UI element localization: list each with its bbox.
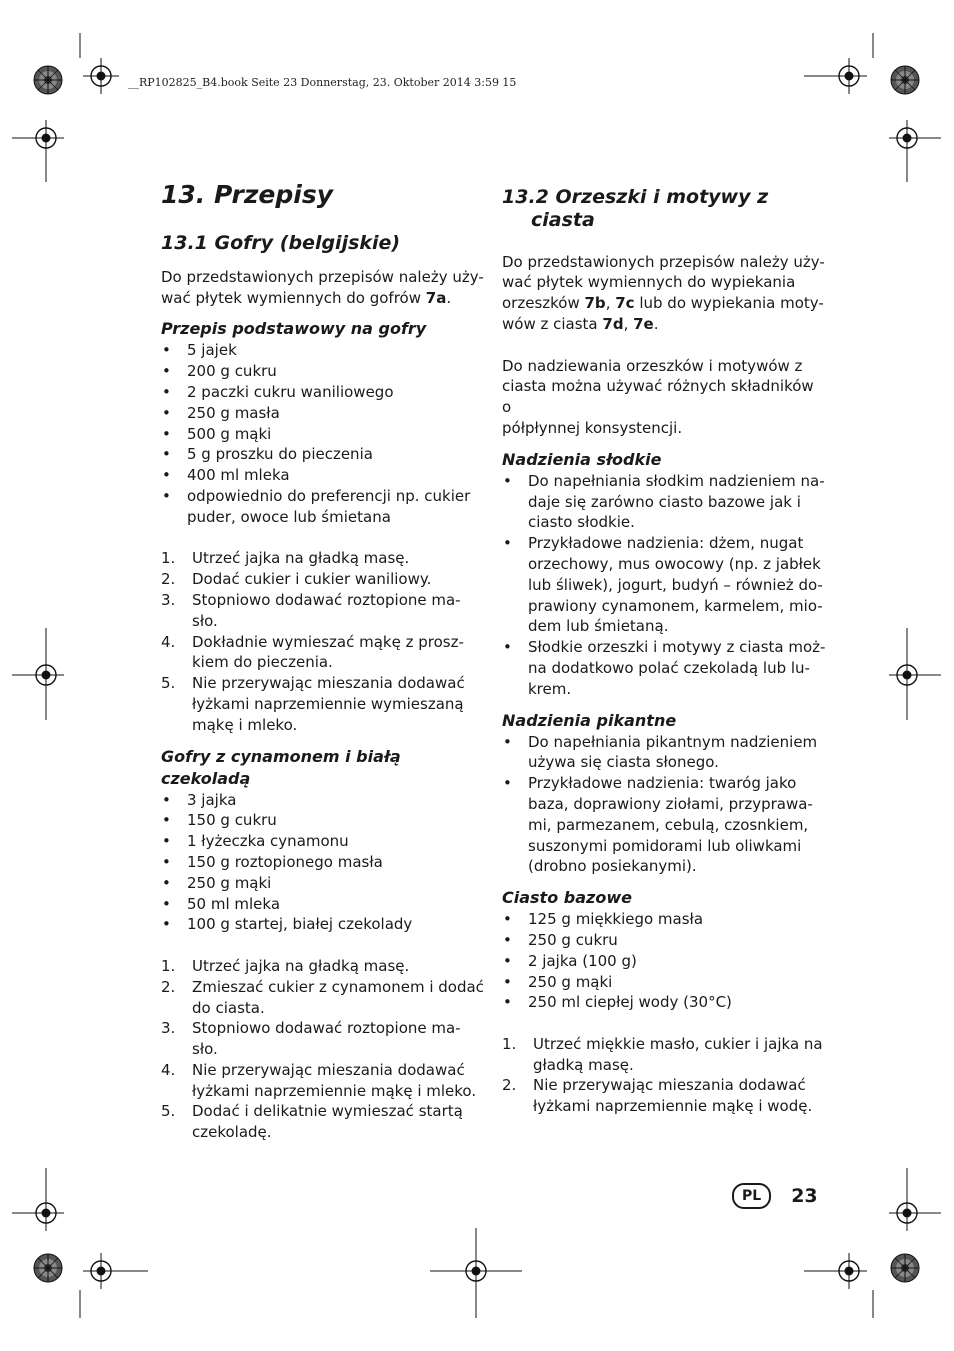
page-footer (732, 1183, 818, 1209)
list-item: • Przykładowe nadzienia: dżem, nugat orzechowy, mus owocowy (np. z jabłek lub śliwek), jogurt, budyń – również do- prawiony cynamonem, karmelem, mio- dem lub śmietaną. (502, 533, 826, 637)
basic-steps-list (161, 548, 485, 735)
list-item: • 3 jajka (161, 790, 485, 811)
plate-ref-7e: 7e (633, 314, 654, 333)
step-item: 2. Nie przerywając mieszania dodawać łyżkami naprzemiennie mąkę i wodę. (502, 1076, 813, 1116)
list-item: • 150 g roztopionego masła (161, 852, 485, 873)
step-item: 5. Dodać i delikatnie wymieszać startą czekoladę. (161, 1102, 463, 1142)
list-item: • 200 g cukru (161, 361, 485, 382)
step-item: 1. Utrzeć jajka na gładką masę. (161, 549, 410, 568)
list-item: • 400 ml mleka (161, 465, 485, 486)
list-item: • 250 g mąki (502, 972, 826, 993)
fillings-para-line-2: ciasta można używać różnych składników o (502, 377, 814, 417)
list-item: • Słodkie orzeszki i motywy z ciasta moż- na dodatkowo polać czekoladą lub lu- krem. (502, 637, 826, 699)
list-item: • 125 g miękkiego masła (502, 909, 826, 930)
list-item: • 250 g mąki (161, 873, 485, 894)
cinnamon-recipe-heading: Gofry z cynamonem i białą czekoladą (161, 746, 401, 788)
step-item: 5. Nie przerywając mieszania dodawać łyżkami naprzemiennie wymieszaną mąkę i mleko. (161, 674, 465, 734)
step-item: 4. Dokładnie wymieszać mąkę z prosz- kiem do pieczenia. (161, 632, 464, 672)
sweet-fillings-heading: Nadzienia słodkie (502, 449, 662, 469)
step-item: 2. Dodać cukier i cukier waniliowy. (161, 570, 432, 589)
cinnamon-steps-list (161, 956, 485, 1143)
basic-recipe-heading: Przepis podstawowy na gofry (161, 319, 427, 339)
list-item: • odpowiednio do preferencji np. cukier puder, owoce lub śmietana (161, 486, 485, 528)
print-info-header: __RP102825_B4.book Seite 23 Donnerstag, 23. Oktober 2014 3:59 15 (128, 76, 517, 89)
sweet-fillings-list (502, 471, 826, 700)
step-item: 1. Utrzeć jajka na gładką masę. (161, 956, 410, 975)
list-item: • 500 g mąki (161, 424, 485, 445)
plate-ref-7a: 7a (425, 288, 447, 307)
list-item: • 5 jajek (161, 340, 485, 361)
savory-fillings-list (502, 732, 826, 878)
step-item: 2. Zmieszać cukier z cynamonem i dodać do ciasta. (161, 977, 484, 1017)
base-steps-list (502, 1034, 826, 1117)
list-item: • Przykładowe nadzienia: twaróg jako baza, doprawiony ziołami, przyprawa- mi, parmezanem, cebulą, czosnkiem, suszonymi pomidorami lub oliwkami (drobno posiekanymi). (502, 773, 826, 877)
section-heading-nuts: 13.2 Orzeszki i motywy z ciasta (502, 186, 769, 231)
list-item: • 250 ml ciepłej wody (30°C) (502, 992, 826, 1013)
right-column (502, 186, 826, 1117)
step-item: 3. Stopniowo dodawać roztopione ma- sło. (161, 1019, 461, 1059)
fillings-para-line-1: Do nadziewania orzeszków i motywów z (502, 356, 803, 375)
savory-fillings-heading: Nadzienia pikantne (502, 710, 677, 730)
section-heading-waffles: 13.1 Gofry (belgijskie) (161, 232, 401, 254)
list-item: • 50 ml mleka (161, 894, 485, 915)
step-item: 4. Nie przerywając mieszania dodawać łyżkami naprzemiennie mąkę i mleko. (161, 1060, 477, 1100)
page-number: 23 (791, 1185, 818, 1207)
list-item: • 2 paczki cukru waniliowego (161, 382, 485, 403)
basic-ingredients-list (161, 340, 485, 527)
plate-ref-7d: 7d (602, 314, 624, 333)
list-item: • 150 g cukru (161, 810, 485, 831)
language-badge: PL (732, 1183, 771, 1209)
step-item: 1. Utrzeć miękkie masło, cukier i jajka na gładką masę. (502, 1034, 823, 1074)
step-item: 3. Stopniowo dodawać roztopione ma- sło. (161, 590, 461, 630)
plate-ref-7b: 7b (584, 294, 606, 313)
list-item: • 5 g proszku do pieczenia (161, 444, 485, 465)
list-item: • Do napełniania słodkim nadzieniem na- daje się zarówno ciasto bazowe jak i ciasto słodkie. (502, 471, 826, 533)
nuts-intro-line-3: orzeszków 7b, 7c lub do wypiekania moty- (502, 294, 824, 313)
list-item: • 250 g cukru (502, 930, 826, 951)
nuts-intro-line-2: wać płytek wymiennych do wypiekania (502, 273, 796, 292)
cinnamon-ingredients-list (161, 790, 485, 936)
base-dough-heading: Ciasto bazowe (502, 888, 632, 908)
list-item: • Do napełniania pikantnym nadzieniem używa się ciasta słonego. (502, 732, 826, 774)
list-item: • 2 jajka (100 g) (502, 951, 826, 972)
list-item: • 1 łyżeczka cynamonu (161, 831, 485, 852)
waffles-intro-line-1: Do przedstawionych przepisów należy uży- (161, 267, 484, 286)
chapter-title: 13. Przepisy (161, 180, 334, 209)
left-column (161, 180, 485, 1143)
list-item: • 250 g masła (161, 403, 485, 424)
nuts-intro-line-1: Do przedstawionych przepisów należy uży- (502, 252, 825, 271)
plate-ref-7c: 7c (615, 294, 635, 313)
list-item: • 100 g startej, białej czekolady (161, 914, 485, 935)
nuts-intro-line-4: wów z ciasta 7d, 7e. (502, 314, 659, 333)
fillings-para-line-3: półpłynnej konsystencji. (502, 418, 683, 437)
base-ingredients-list (502, 909, 826, 1013)
waffles-intro-line-2: wać płytek wymiennych do gofrów 7a. (161, 288, 452, 307)
